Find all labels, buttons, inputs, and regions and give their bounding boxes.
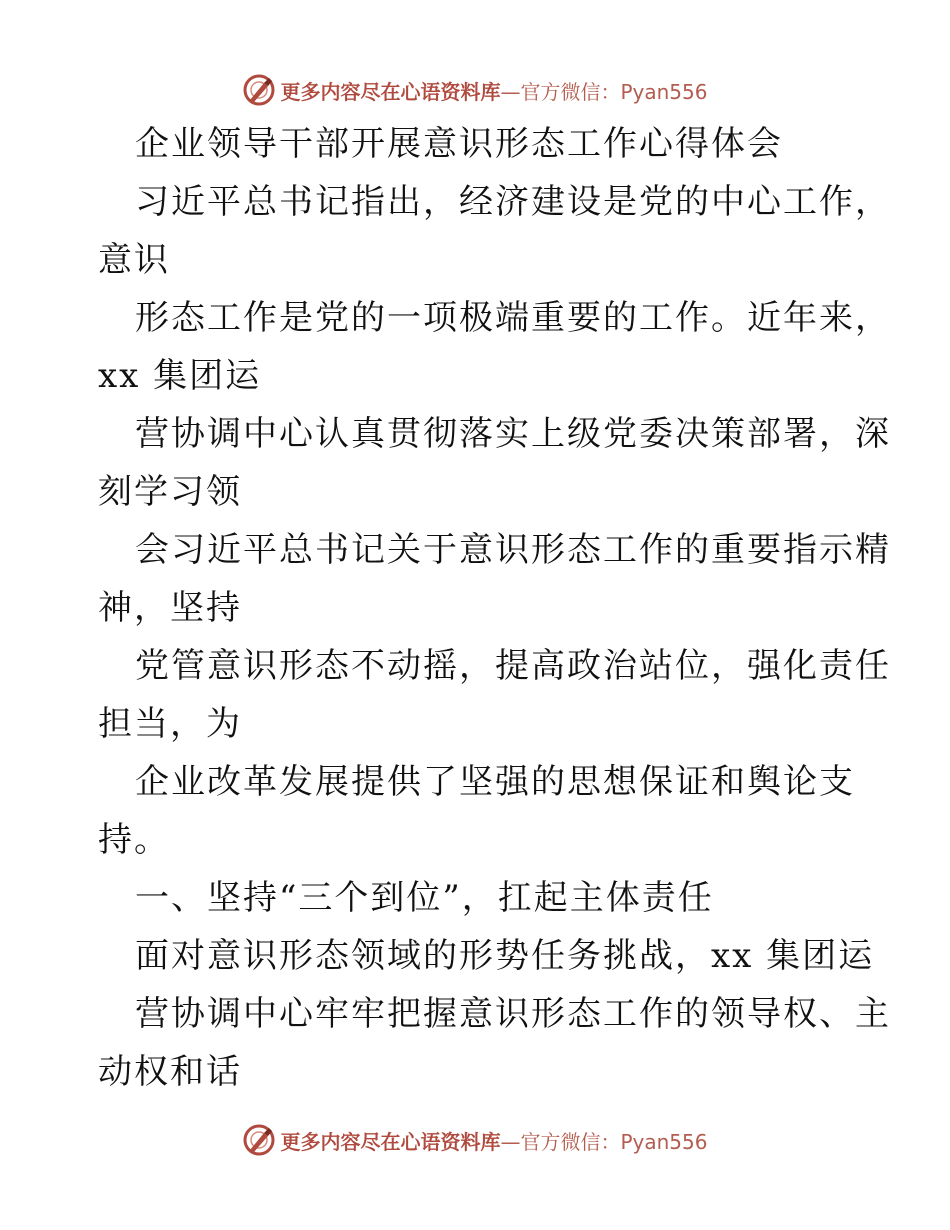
paragraph-line: 企业改革发展提供了坚强的思想保证和舆论支: [135, 762, 855, 802]
banner-caption: [280, 1126, 707, 1155]
paragraph-line: 营协调中心认真贯彻落实上级党委决策部署，深: [135, 414, 891, 454]
paragraph-line: 形态工作是党的一项极端重要的工作。近年来，: [135, 298, 891, 338]
pen-logo-icon: [242, 1123, 276, 1157]
paragraph-line: 担当，为: [98, 704, 242, 744]
banner-contact: 官方微信：Pyan556: [520, 1129, 708, 1154]
paragraph-line: 动权和话: [98, 1052, 242, 1092]
paragraph-line: 意识: [98, 240, 170, 280]
paragraph-line: 持。: [98, 820, 170, 860]
section-heading: 一、坚持“三个到位”，扛起主体责任: [135, 878, 714, 918]
banner-brand: 更多内容尽在心语资料库: [280, 79, 501, 104]
footer-watermark-banner: [0, 1120, 950, 1160]
paragraph-line: 党管意识形态不动摇，提高政治站位，强化责任: [135, 646, 891, 686]
banner-caption: [280, 76, 707, 105]
paragraph-line: 习近平总书记指出，经济建设是党的中心工作，: [135, 182, 891, 222]
header-watermark-banner: [0, 70, 950, 110]
banner-brand: 更多内容尽在心语资料库: [280, 1129, 501, 1154]
banner-separator: —: [500, 79, 521, 104]
pen-logo-icon: [242, 73, 276, 107]
paragraph-line: 面对意识形态领域的形势任务挑战，xx 集团运: [135, 936, 875, 976]
paragraph-line: xx 集团运: [98, 356, 262, 396]
document-title: 企业领导干部开展意识形态工作心得体会: [135, 124, 783, 164]
paragraph-line: 刻学习领: [98, 472, 242, 512]
paragraph-line: 会习近平总书记关于意识形态工作的重要指示精: [135, 530, 891, 570]
banner-contact: 官方微信：Pyan556: [520, 79, 708, 104]
banner-separator: —: [500, 1129, 521, 1154]
paragraph-line: 神，坚持: [98, 588, 242, 628]
paragraph-line: 营协调中心牢牢把握意识形态工作的领导权、主: [135, 994, 891, 1034]
